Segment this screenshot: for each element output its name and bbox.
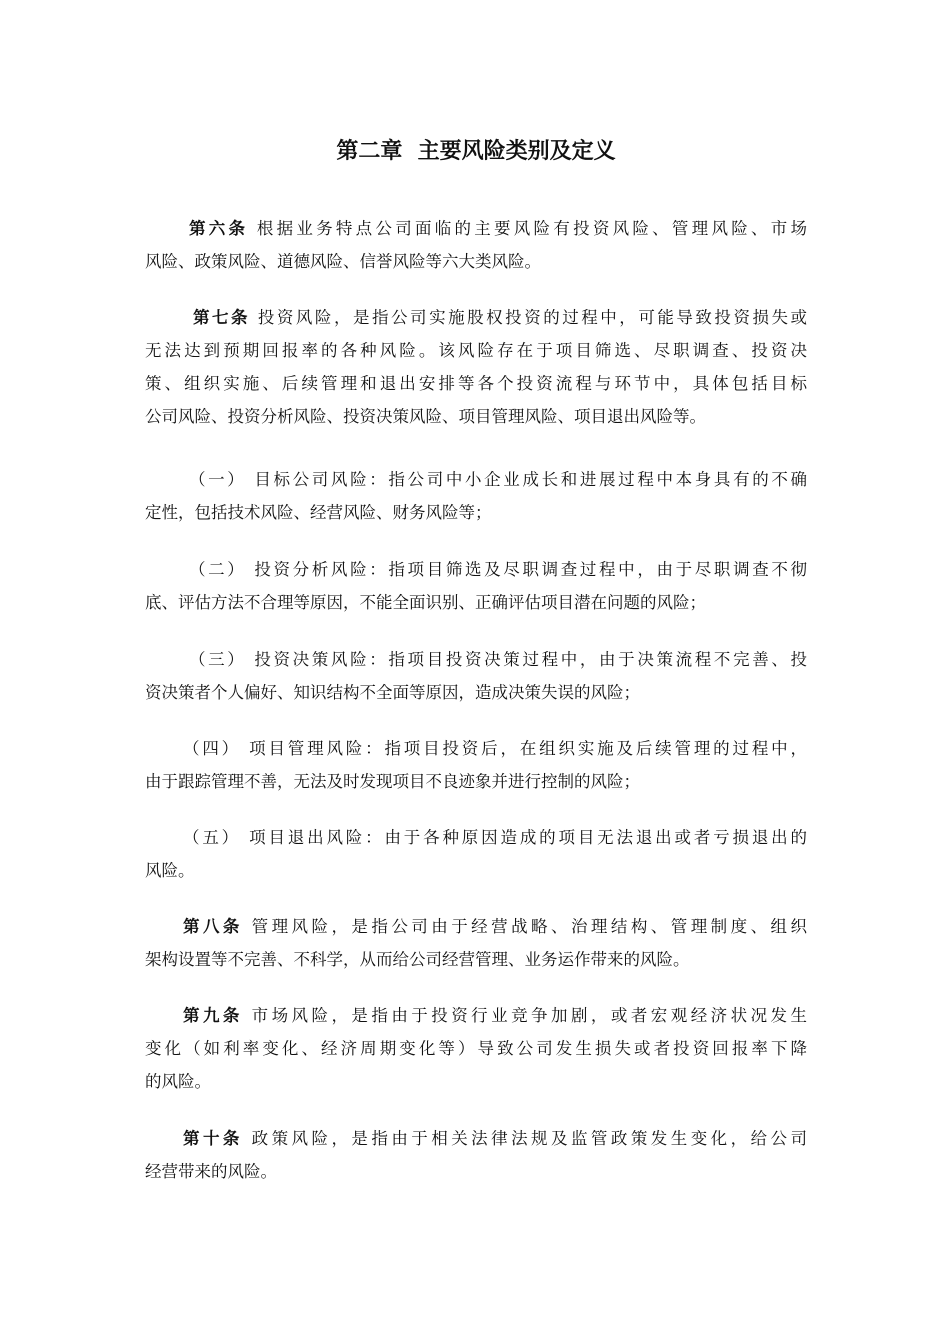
item-5 xyxy=(145,821,807,887)
paragraph-text: 目标公司风险：指公司中小企业成长和进展过程中本身具有的不确 xyxy=(254,470,808,489)
item-label: （二） xyxy=(189,560,247,579)
paragraph-text: 根据业务特点公司面临的主要风险有投资风险、管理风险、市场 xyxy=(256,219,808,238)
article-number: 第六条 xyxy=(189,219,249,238)
item-4 xyxy=(145,732,807,798)
article-number: 第八条 xyxy=(183,917,243,936)
article-number: 第七条 xyxy=(193,308,251,327)
paragraph-line: 定性，包括技术风险、经营风险、财务风险等； xyxy=(145,503,492,522)
paragraph-text: 项目管理风险：指项目投资后，在组织实施及后续管理的过程中， xyxy=(249,739,808,758)
paragraph-text: 政策风险，是指由于相关法律法规及监管政策发生变化，给公司 xyxy=(251,1129,808,1148)
item-1 xyxy=(145,463,807,529)
paragraph-line: 风险。 xyxy=(145,861,195,880)
item-3 xyxy=(145,643,807,709)
paragraph-line: 资决策者个人偏好、知识结构不全面等原因，造成决策失误的风险； xyxy=(145,683,640,702)
paragraph-text: 项目退出风险：由于各种原因造成的项目无法退出或者亏损退出的 xyxy=(249,828,808,847)
paragraph-line: 公司风险、投资分析风险、投资决策风险、项目管理风险、项目退出风险等。 xyxy=(145,407,706,426)
chapter-title: 第二章 主要风险类别及定义 xyxy=(336,139,616,164)
paragraph-text: 市场风险，是指由于投资行业竞争加剧，或者宏观经济状况发生 xyxy=(251,1006,808,1025)
article-number: 第十条 xyxy=(183,1129,243,1148)
paragraph-line xyxy=(145,821,807,854)
article-6 xyxy=(145,212,807,278)
paragraph-line xyxy=(145,463,807,496)
article-8 xyxy=(145,910,807,976)
paragraph-line xyxy=(145,553,807,586)
article-9 xyxy=(145,999,807,1098)
item-2 xyxy=(145,553,807,619)
paragraph-line: 策、组织实施、后续管理和退出安排等各个投资流程与环节中，具体包括目标 xyxy=(145,374,807,393)
paragraph-line xyxy=(145,301,807,334)
paragraph-line: 由于跟踪管理不善，无法及时发现项目不良迹象并进行控制的风险； xyxy=(145,772,640,791)
item-label: （三） xyxy=(189,650,247,669)
paragraph-line xyxy=(145,732,807,765)
article-7 xyxy=(145,301,807,433)
paragraph-text: 投资风险，是指公司实施股权投资的过程中，可能导致投资损失或 xyxy=(257,308,808,327)
paragraph-line xyxy=(145,212,807,245)
paragraph-line: 经营带来的风险。 xyxy=(145,1162,277,1181)
paragraph-line xyxy=(145,643,807,676)
paragraph-line: 变化（如利率变化、经济周期变化等）导致公司发生损失或者投资回报率下降 xyxy=(145,1039,807,1058)
paragraph-line: 底、评估方法不合理等原因，不能全面识别、正确评估项目潜在问题的风险； xyxy=(145,593,706,612)
paragraph-text: 管理风险，是指公司由于经营战略、治理结构、管理制度、组织 xyxy=(251,917,808,936)
paragraph-text: 投资分析风险：指项目筛选及尽职调查过程中，由于尽职调查不彻 xyxy=(254,560,808,579)
paragraph-line: 架构设置等不完善、不科学，从而给公司经营管理、业务运作带来的风险。 xyxy=(145,950,690,969)
paragraph-line: 风险、政策风险、道德风险、信誉风险等六大类风险。 xyxy=(145,252,541,271)
item-label: （一） xyxy=(189,470,247,489)
item-label: （五） xyxy=(183,828,242,847)
paragraph-line: 无法达到预期回报率的各种风险。该风险存在于项目筛选、尽职调查、投资决 xyxy=(145,341,807,360)
article-10 xyxy=(145,1122,807,1188)
paragraph-text: 投资决策风险：指项目投资决策过程中，由于决策流程不完善、投 xyxy=(254,650,808,669)
paragraph-line xyxy=(145,999,807,1032)
paragraph-line: 的风险。 xyxy=(145,1072,211,1091)
item-label: （四） xyxy=(183,739,242,758)
paragraph-line xyxy=(145,1122,807,1155)
article-number: 第九条 xyxy=(183,1006,243,1025)
paragraph-line xyxy=(145,910,807,943)
